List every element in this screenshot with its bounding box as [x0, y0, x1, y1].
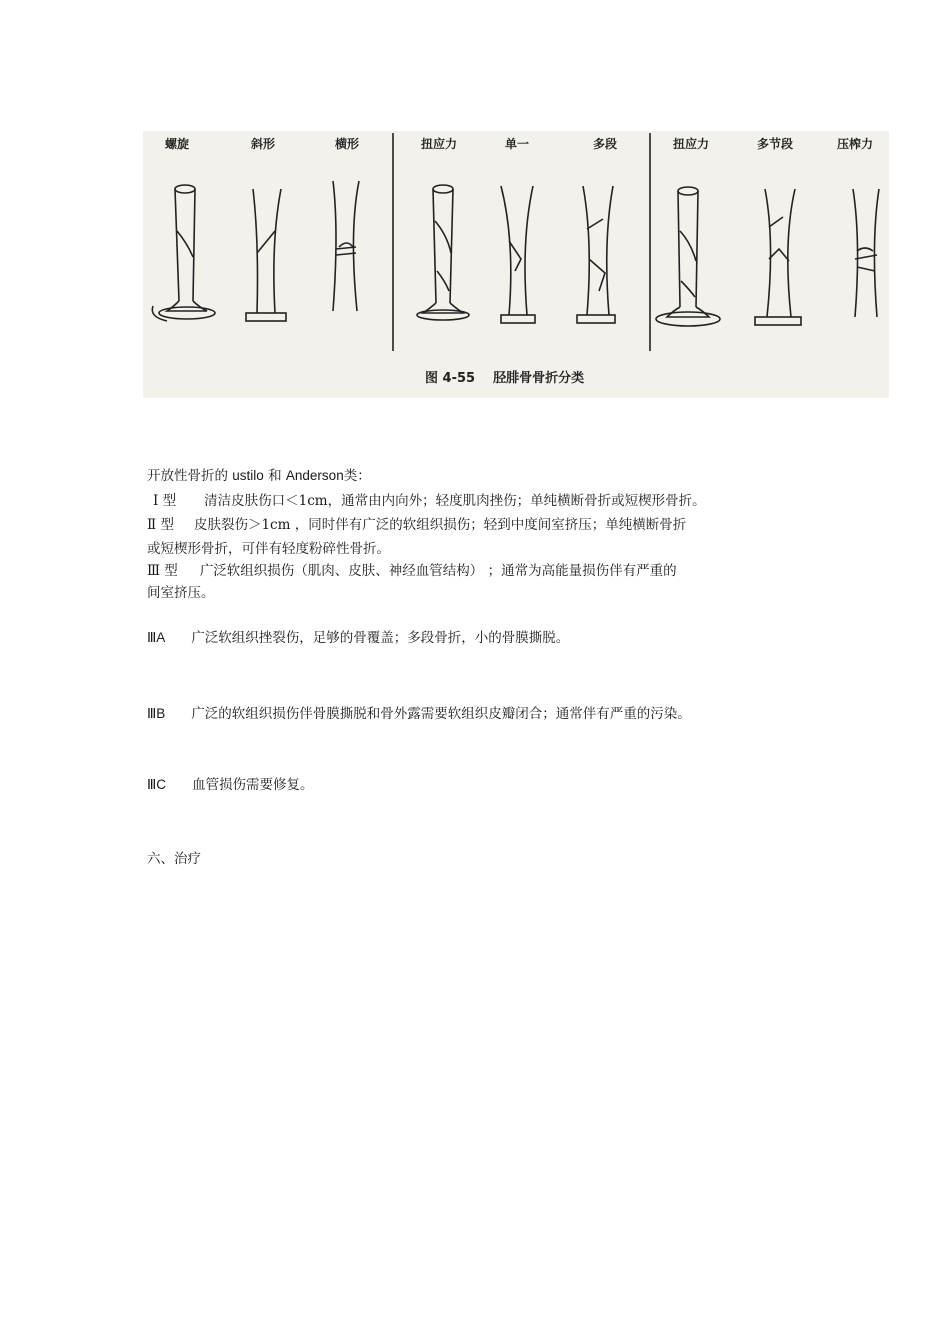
type-label: ⅢC: [147, 777, 167, 792]
figure-label: 斜形: [251, 137, 276, 151]
type-3-row-continued: 间室挤压。: [147, 585, 215, 601]
type-1-row: [153, 490, 706, 512]
figure-label: 单一: [505, 137, 530, 151]
type-2-row: [147, 514, 686, 536]
figure-label: 横形: [335, 137, 360, 151]
type-label: ⅢB: [147, 706, 166, 721]
type-label: Ⅱ 型: [147, 517, 174, 533]
type-2-row-continued: 或短楔形骨折，可伴有轻度粉碎性骨折。: [147, 541, 390, 557]
figure-label: 扭应力: [673, 137, 710, 151]
type-3c-row: [147, 774, 314, 796]
type-description: 清洁皮肤伤口＜1cm，通常由内向外；轻度肌肉挫伤；单纯横断骨折或短楔形骨折。: [204, 493, 706, 509]
author-name: Anderson: [285, 468, 344, 483]
author-name: ustilo: [232, 468, 264, 483]
type-label: ⅢA: [147, 630, 166, 645]
fracture-classification-figure: [143, 131, 889, 398]
caption-number: 图 4-55: [425, 371, 476, 386]
type-3-row: [147, 560, 677, 582]
figure-label: 螺旋: [165, 137, 190, 151]
caption-title: 胫腓骨骨折分类: [493, 371, 585, 386]
type-description: 广泛软组织挫裂伤，足够的骨覆盖；多段骨折，小的骨膜撕脱。: [191, 630, 570, 646]
figure-label: 压榨力: [837, 137, 874, 151]
type-description: 血管损伤需要修复。: [192, 777, 314, 793]
intro-suffix: 类：: [343, 468, 371, 484]
type-label: Ⅲ 型: [147, 563, 178, 579]
figure-label: 多段: [593, 137, 618, 151]
figure-label: 多节段: [757, 137, 794, 151]
bone-illustrations: [143, 131, 889, 398]
type-description: 广泛软组织损伤（肌肉、皮肤、神经血管结构） ；通常为高能量损伤伴有严重的: [199, 563, 677, 579]
classification-intro: [147, 465, 371, 487]
type-3a-row: [147, 627, 569, 649]
figure-label: 扭应力: [421, 137, 458, 151]
figure-caption: [425, 367, 602, 386]
intro-conjunction: 和: [268, 468, 282, 484]
section-heading: 六、治疗: [147, 851, 201, 867]
type-label: Ⅰ 型: [153, 493, 177, 509]
intro-prefix: 开放性骨折的: [147, 468, 228, 484]
type-description: 皮肤裂伤＞1cm ，同时伴有广泛的软组织损伤；轻到中度间室挤压；单纯横断骨折: [193, 517, 687, 533]
type-description: 广泛的软组织损伤伴骨膜撕脱和骨外露需要软组织皮瓣闭合；通常伴有严重的污染。: [191, 706, 691, 722]
type-3b-row: [147, 703, 691, 725]
